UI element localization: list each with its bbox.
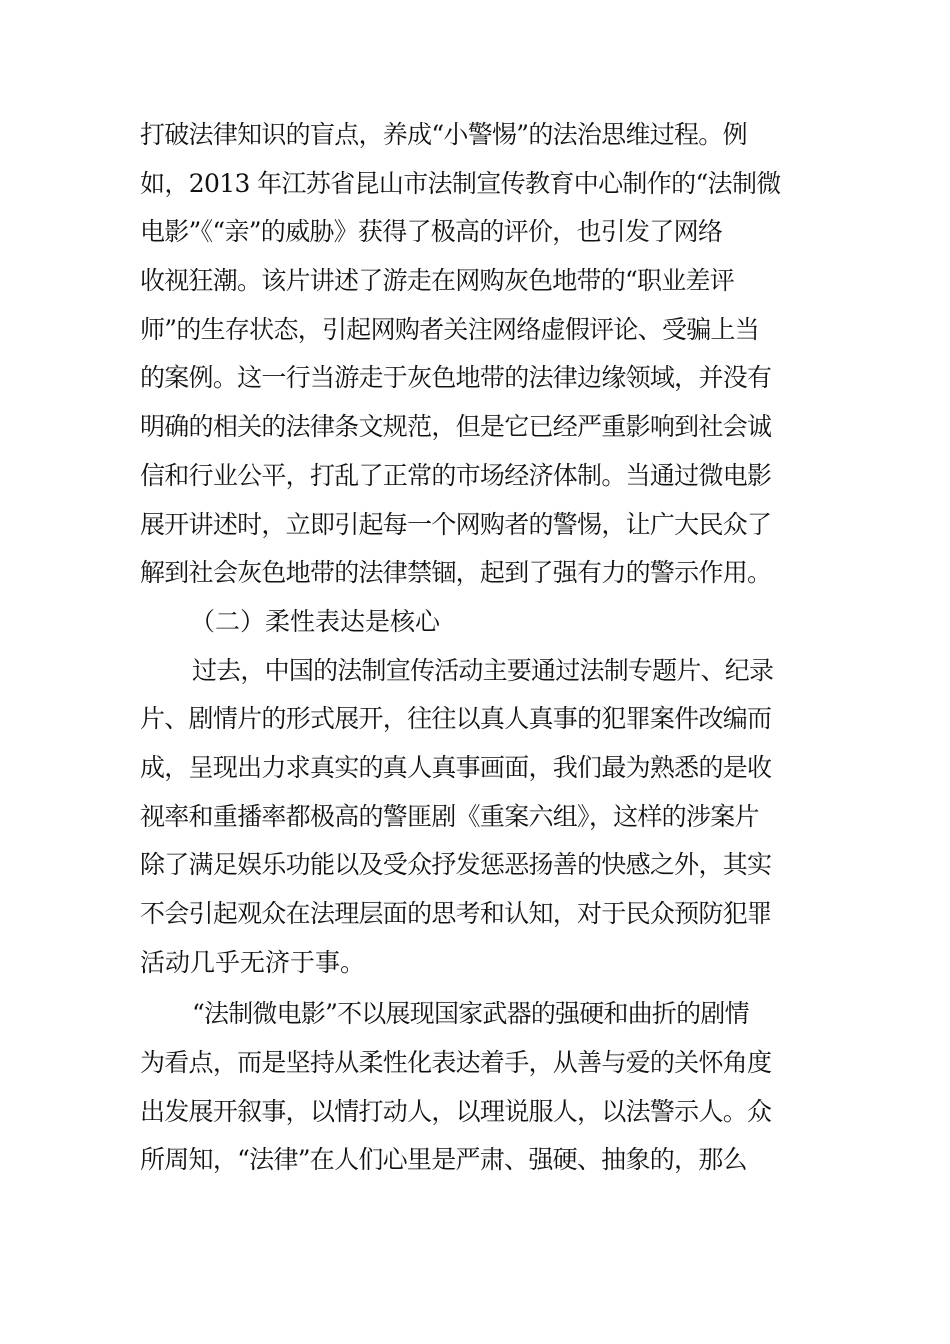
text-line: 不会引起观众在法理层面的思考和认知，对于民众预防犯罪 bbox=[140, 899, 772, 928]
text-line: 成，呈现出力求真实的真人真事画面，我们最为熟悉的是收 bbox=[140, 752, 772, 782]
text-line: 过去，中国的法制宣传活动主要通过法制专题片、纪录 bbox=[192, 655, 774, 685]
text-line: 师”的生存状态，引起网购者关注网络虚假评论、受骗上当 bbox=[140, 314, 760, 344]
text-line: 的案例。这一行当游走于灰色地带的法律边缘领域，并没有 bbox=[140, 363, 772, 393]
text-line: 视率和重播率都极高的警匪剧《重案六组》，这样的涉案片 bbox=[140, 801, 759, 831]
text-line: 如，2013 年江苏省昆山市法制宣传教育中心制作的“法制微 bbox=[140, 168, 781, 198]
body-text bbox=[140, 111, 820, 1185]
text-line: 信和行业公平，打乱了正常的市场经济体制。当通过微电影 bbox=[140, 460, 772, 490]
text-line: 明确的相关的法律条文规范，但是它已经严重影响到社会诚 bbox=[140, 412, 772, 442]
text-line: 展开讲述时，立即引起每一个网购者的警惕，让广大民众了 bbox=[140, 509, 772, 539]
text-line: “法制微电影”不以展现国家武器的强硬和曲折的剧情 bbox=[192, 999, 749, 1029]
text-line: 出发展开叙事，以情打动人，以理说服人，以法警示人。众 bbox=[140, 1096, 772, 1126]
text-line: 所周知，“法律”在人们心里是严肃、强硬、抽象的，那么 bbox=[140, 1145, 747, 1175]
text-line: 解到社会灰色地带的法律禁锢，起到了强有力的警示作用。 bbox=[140, 558, 772, 588]
text-line: 打破法律知识的盲点，养成“小警惕”的法治思维过程。例 bbox=[140, 120, 747, 149]
text-line: 除了满足娱乐功能以及受众抒发惩恶扬善的快感之外，其实 bbox=[140, 850, 772, 880]
text-line: 片、剧情片的形式展开，往往以真人真事的犯罪案件改编而 bbox=[140, 704, 772, 734]
section-heading: （二）柔性表达是核心 bbox=[190, 606, 441, 636]
text-line: 收视狂潮。该片讲述了游走在网购灰色地带的“职业差评 bbox=[140, 266, 735, 296]
text-line: 为看点，而是坚持从柔性化表达着手，从善与爱的关怀角度 bbox=[140, 1048, 772, 1078]
text-line: 活动几乎无济于事。 bbox=[140, 947, 366, 977]
text-line: 电影”《“亲”的威胁》获得了极高的评价，也引发了网络 bbox=[140, 217, 723, 247]
